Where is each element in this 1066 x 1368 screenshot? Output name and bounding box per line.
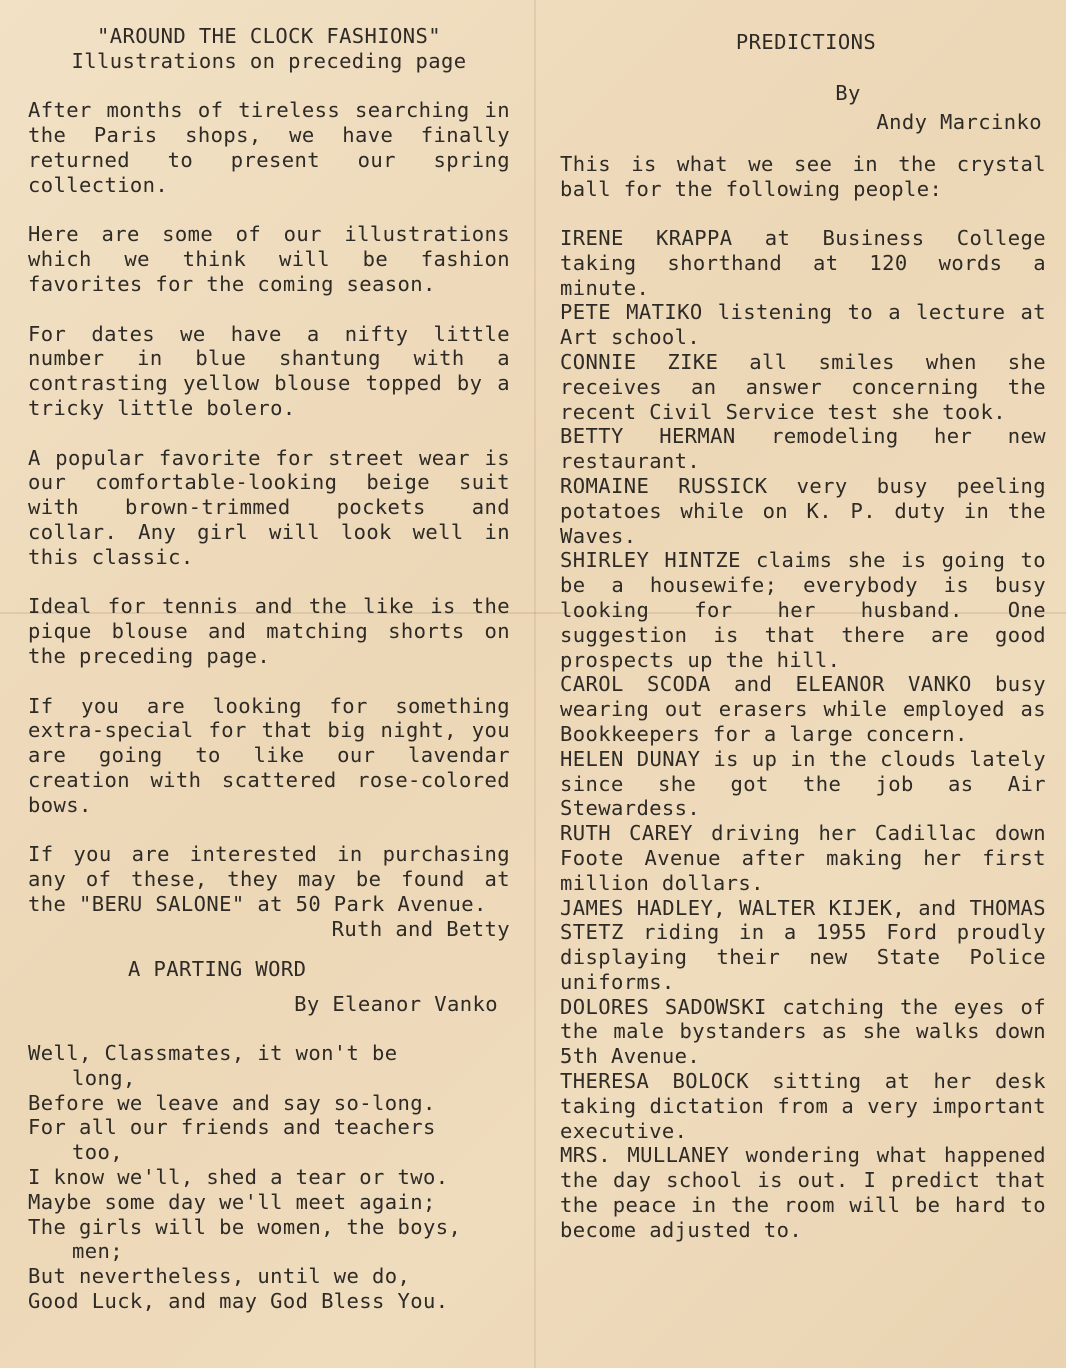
poem-line: For all our friends and teachers [28, 1115, 436, 1140]
paper-fold-vertical [534, 0, 536, 1368]
prediction-item: RUTH CAREY driving her Cadillac down Foote Avenue after making her first million dollars. [560, 821, 1046, 895]
poem-line: too, [72, 1140, 123, 1165]
poem-line: Maybe some day we'll meet again; [28, 1189, 436, 1214]
fashion-paragraph: After months of tireless searching in the Paris shops, we have finally returned to present our spring collection. [28, 98, 510, 197]
fashion-paragraph: If you are looking for something extra-special for that big night, you are going to like our lavendar creation with scattered rose-colored bows. [28, 693, 510, 817]
predictions-by: By [835, 80, 861, 105]
prediction-item: PETE MATIKO listening to a lecture at Art school. [560, 300, 1046, 350]
poem-line: The girls will be women, the boys, [28, 1214, 462, 1239]
prediction-item: JAMES HADLEY, WALTER KIJEK, and THOMAS STETZ riding in a 1955 Ford proudly displaying their new State Police uniforms. [560, 895, 1046, 994]
prediction-item: IRENE KRAPPA at Business College taking shorthand at 120 words a minute. [560, 225, 1046, 300]
fashion-title: "AROUND THE CLOCK FASHIONS" [96, 24, 442, 48]
fashion-paragraph: Ideal for tennis and the like is the pique blouse and matching shorts on the preceding page. [28, 594, 510, 668]
prediction-item: CAROL SCODA and ELEANOR VANKO busy wearing out erasers while employed as Bookkeepers for a large concern. [560, 672, 1046, 746]
parting-word-title: A PARTING WORD [128, 957, 307, 982]
poem-line: But nevertheless, until we do, [28, 1264, 411, 1289]
poem-line: long, [72, 1065, 136, 1090]
prediction-item: ROMAINE RUSSICK very busy peeling potatoes while on K. P. duty in the Waves. [560, 473, 1046, 548]
prediction-item: DOLORES SADOWSKI catching the eyes of the male bystanders as she walks down 5th Avenue. [560, 994, 1046, 1069]
poem-line: I know we'll, shed a tear or two. [28, 1165, 449, 1190]
left-column [28, 24, 510, 1314]
poem-line: men; [72, 1239, 123, 1264]
prediction-item: BETTY HERMAN remodeling her new restaurant. [560, 424, 1046, 474]
fashion-paragraph: For dates we have a nifty little number in blue shantung with a contrasting yellow blouse topped by a tricky little bolero. [28, 321, 510, 420]
parting-word-byline: By Eleanor Vanko [294, 992, 498, 1017]
fashion-paragraph: A popular favorite for street wear is our comfortable-looking beige suit with brown-trimmed pockets and collar. Any girl will look well in this classic. [28, 445, 510, 569]
poem [28, 1041, 510, 1314]
right-column [560, 30, 1046, 1243]
prediction-item: SHIRLEY HINTZE claims she is going to be a housewife; everybody is busy looking for her husband. One suggestion is that there are good prospects up the hill. [560, 548, 1046, 672]
fashion-paragraph: If you are interested in purchasing any of these, they may be found at the "BERU SALONE" at 50 Park Avenue. [28, 842, 510, 916]
predictions-author: Andy Marcinko [876, 109, 1042, 134]
prediction-item: MRS. MULLANEY wondering what happened the day school is out. I predict that the peace in the room will be hard to become adjusted to. [560, 1143, 1046, 1242]
prediction-item: THERESA BOLOCK sitting at her desk taking dictation from a very important executive. [560, 1069, 1046, 1143]
fashion-paragraph: Here are some of our illustrations which we think will be fashion favorites for the coming season. [28, 222, 510, 296]
prediction-item: HELEN DUNAY is up in the clouds lately since she got the job as Air Stewardess. [560, 746, 1046, 821]
prediction-item: CONNIE ZIKE all smiles when she receives an answer concerning the recent Civil Service test she took. [560, 349, 1046, 424]
fashion-subtitle: Illustrations on preceding page [71, 48, 467, 73]
poem-line: Good Luck, and may God Bless You. [28, 1289, 449, 1314]
predictions-title: PREDICTIONS [735, 30, 877, 54]
fashion-signoff: Ruth and Betty [331, 916, 510, 941]
poem-line: Before we leave and say so-long. [28, 1090, 436, 1115]
poem-line: Well, Classmates, it won't be [28, 1041, 398, 1066]
predictions-intro: This is what we see in the crystal ball for the following people: [560, 152, 1046, 202]
